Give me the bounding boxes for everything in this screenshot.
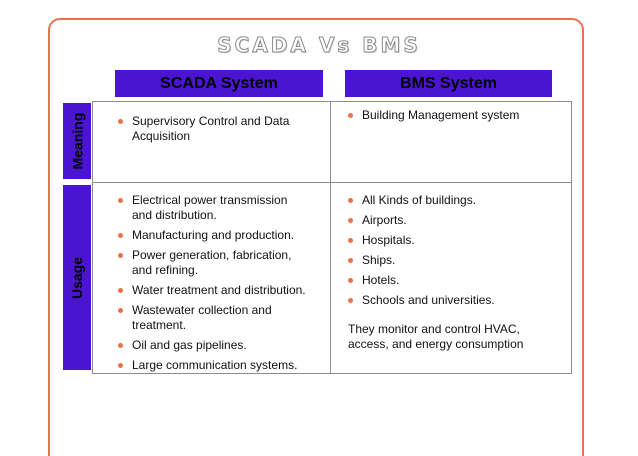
column-divider (330, 101, 331, 374)
bullet-icon (118, 198, 123, 203)
bms-usage-note: They monitor and control HVAC, access, and energy consumption (348, 322, 524, 351)
list-item (118, 283, 310, 298)
bullet-icon (118, 343, 123, 348)
list-item-text: Airports. (362, 213, 407, 227)
list-item (118, 193, 310, 223)
bullet-icon (348, 218, 353, 223)
list-item-text: All Kinds of buildings. (362, 193, 477, 207)
bullet-icon (118, 288, 123, 293)
list-item (348, 293, 548, 308)
bullet-icon (348, 113, 353, 118)
bullet-icon (348, 278, 353, 283)
list-item (118, 228, 310, 243)
list-item (348, 273, 548, 288)
list-item-text: Large communication systems. (132, 358, 298, 372)
list-item (348, 213, 548, 228)
column-header-bms: BMS System (345, 70, 552, 97)
cell-usage-bms (348, 193, 548, 352)
cell-meaning-bms (348, 108, 548, 128)
bullet-icon (118, 119, 123, 124)
list-item-text: Water treatment and distribution. (132, 283, 306, 297)
bullet-icon (348, 258, 353, 263)
list-item-text: Oil and gas pipelines. (132, 338, 247, 352)
list-item-text: Building Management system (362, 108, 520, 122)
list-item-text: Manufacturing and production. (132, 228, 295, 242)
bullet-icon (118, 308, 123, 313)
list-item-text: Electrical power transmission and distribution. (132, 193, 288, 222)
list-item (348, 108, 548, 123)
row-header-meaning-label: Meaning (69, 112, 85, 170)
bullet-icon (348, 198, 353, 203)
bullet-icon (348, 298, 353, 303)
list-item (118, 358, 310, 373)
cell-usage-scada (118, 193, 310, 378)
row-header-meaning (63, 103, 91, 179)
list-item-text: Power generation, fabrication, and refining. (132, 248, 292, 277)
slide-title: SCADA Vs BMS (217, 33, 421, 57)
list-item (118, 303, 310, 333)
list-item (348, 193, 548, 208)
list-item (118, 248, 310, 278)
column-header-scada: SCADA System (115, 70, 323, 97)
list-item-text: Supervisory Control and Data Acquisition (132, 114, 290, 143)
list-item (118, 338, 310, 353)
bullet-icon (348, 238, 353, 243)
cell-meaning-scada (118, 114, 308, 149)
list-item (348, 253, 548, 268)
list-item (348, 233, 548, 248)
row-header-usage (63, 185, 91, 370)
list-item-text: Schools and universities. (362, 293, 495, 307)
list-item-text: Hospitals. (362, 233, 415, 247)
list-item-text: Wastewater collection and treatment. (132, 303, 272, 332)
bullet-icon (118, 253, 123, 258)
list-item (118, 114, 308, 144)
row-header-usage-label: Usage (69, 256, 85, 299)
bullet-icon (118, 233, 123, 238)
row-divider (92, 182, 572, 183)
bullet-icon (118, 363, 123, 368)
list-item-text: Hotels. (362, 273, 400, 287)
list-item-text: Ships. (362, 253, 396, 267)
